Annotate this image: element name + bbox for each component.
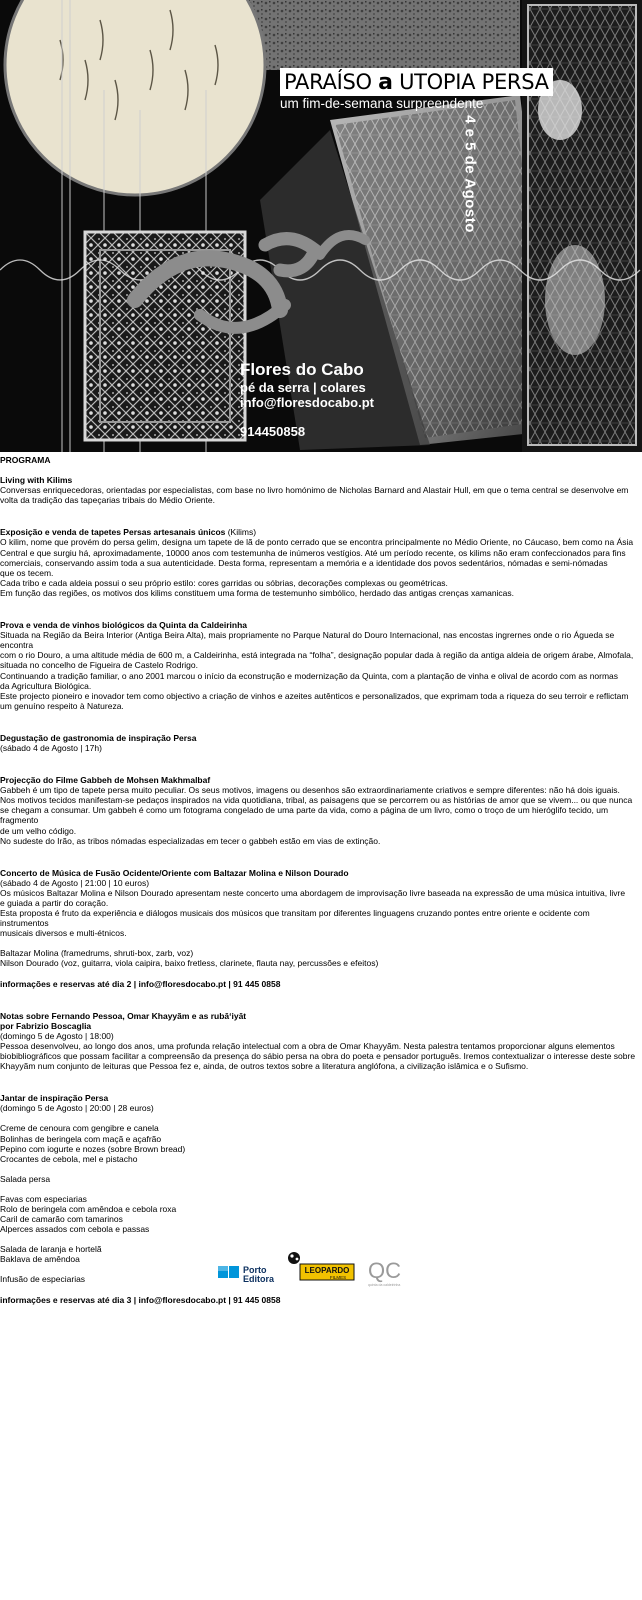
filme-line: Gabbeh é um tipo de tapete persa muito peculiar. Os seus motivos, imagens ou desenhos são extraordinariamente criativos e sempre diferentes: não há dois iguais. [0, 785, 620, 796]
porto-editora-logo [218, 1265, 275, 1284]
kilims-title: Living with Kilims [0, 475, 73, 486]
pessoa-line: Pessoa desenvolveu, ao longo dos anos, uma profunda relação intelectual com a obra de Omar Khayyãm. Nesta palestra tentamos proporcionar alguns elementos [0, 1040, 615, 1051]
vinhos-line: situada no concelho de Figueira de Castelo Rodrigo. [0, 660, 198, 671]
event-poster [0, 0, 642, 452]
filme-line: se chegam a consumar. Um gabbeh é como um fotograma congelado de uma parte da vida, como a página de um livro, como o troço de um hieróglifo tecido, um fragmento [0, 805, 609, 826]
vinhos-line: Este projecto pioneiro e inovador tem como objectivo a criação de vinhos e azeites autênticos e personalizados, que exprimam toda a riqueza do seu terroir e reflictam [0, 690, 629, 701]
sponsor-logos [210, 1248, 410, 1290]
tapetes-line: que os tecem. [0, 567, 54, 578]
tapetes-title [0, 527, 640, 537]
concerto-line: musicais diversos e multi-étnicos. [0, 928, 127, 939]
concerto-musician: Baltazar Molina (framedrums, shruti-box, zarb, voz) [0, 948, 194, 959]
poster-subtitle: um fim-de-semana surpreendente [280, 96, 484, 111]
menu-item: Favas com especiarias [0, 1193, 87, 1204]
qc-mark: QC [368, 1258, 401, 1283]
program-heading: PROGRAMA [0, 455, 51, 465]
title-part-1: PARAÍSO [284, 70, 372, 94]
pessoa-title: Notas sobre Fernando Pessoa, Omar Khayyãm e as rubā‘iyāt [0, 1010, 247, 1021]
menu-item: Pepino com iogurte e nozes (sobre Brown bread) [0, 1143, 186, 1154]
concerto-musician: Nilson Dourado (voz, guitarra, viola caipira, baixo fretless, clarinete, flauta nay, percussões e efeitos) [0, 958, 379, 969]
tapetes-line: Central e que surgiu há, aproximadamente, 10000 anos com testemunha de inúmeros vestígios. Até um período recente, os kilims não eram confeccionados para fins [0, 547, 626, 558]
degustacao-title: Degustação de gastronomia de inspiração Persa [0, 732, 197, 743]
menu-item: Alperces assados com cebola e passas [0, 1224, 150, 1235]
pessoa-when: (domingo 5 de Agosto | 18:00) [0, 1030, 114, 1041]
leopardo-line-1: LEOPARDO [304, 1266, 350, 1275]
concerto-when: (sábado 4 de Agosto | 21:00 | 10 euros) [0, 877, 150, 888]
tapetes-title-bold: Exposição e venda de tapetes Persas artesanais únicos [0, 527, 226, 538]
filme-title: Projecção do Filme Gabbeh de Mohsen Makhmalbaf [0, 775, 211, 786]
porto-editora-line-2: Editora [243, 1274, 275, 1284]
jantar-reservas: informações e reservas até dia 3 | info@floresdocabo.pt | 91 445 0858 [0, 1294, 281, 1305]
jantar-title: Jantar de inspiração Persa [0, 1093, 109, 1104]
leopardo-line-2: FILMES [329, 1275, 347, 1280]
degustacao-when: (sábado 4 de Agosto | 17h) [0, 742, 102, 753]
program-content [0, 455, 640, 1305]
vinhos-title: Prova e venda de vinhos biológicos da Quinta da Caldeirinha [0, 620, 248, 631]
menu-item: Creme de cenoura com gengibre e canela [0, 1123, 159, 1134]
vinhos-line: um genuíno respeito à Natureza. [0, 700, 124, 711]
poster-title [280, 68, 553, 96]
menu-item: Infusão de especiarias [0, 1274, 86, 1285]
poster-email: info@floresdocabo.pt [240, 395, 375, 410]
concerto-title: Concerto de Música de Fusão Ocidente/Oriente com Baltazar Molina e Nilson Dourado [0, 867, 349, 878]
vinhos-line: da Agricultura Biológica. [0, 680, 92, 691]
tapetes-line: O kilim, nome que provém do persa gelim, designa um tapete de lã de ponto cerrado que se encontra principalmente no Médio Oriente, no Cáucaso, bem como na Ásia [0, 537, 634, 548]
pessoa-speaker: por Fabrizio Boscaglia [0, 1020, 92, 1031]
pessoa-line: Khayyãm num conjunto de leituras que Pessoa fez e, ainda, de outros textos sobre a literatura anglófona, a civilização islâmica e o Sufismo. [0, 1061, 529, 1072]
poster-venue: Flores do Cabo [240, 360, 364, 379]
menu-item: Salada persa [0, 1173, 51, 1184]
poster-phone: 914450858 [240, 424, 306, 439]
pessoa-line: biobibliográficos que possam facilitar a compreensão da presença do sábio persa na obra do poeta e pensador português. Iremos contextualizar o interesse deste sobre [0, 1051, 636, 1062]
tapetes-title-normal: (Kilims) [225, 527, 257, 538]
concerto-reservas: informações e reservas até dia 2 | info@floresdocabo.pt | 91 445 0858 [0, 978, 281, 989]
tapetes-line: Em função das regiões, os motivos dos kilims constituem uma forma de testemunho simbólico, herdado das antigas crenças xamanicas. [0, 587, 515, 598]
title-part-2: UTOPIA PERSA [399, 70, 549, 94]
menu-item: Bolinhas de beringela com maçã e açafrão [0, 1133, 162, 1144]
menu-item: Baklava de amêndoa [0, 1254, 80, 1265]
filme-line: de um velho código. [0, 825, 77, 836]
poster-location: pé da serra | colares [240, 380, 366, 395]
tapetes-line: Cada tribo e cada aldeia possui o seu próprio estilo: cores garridas ou sóbrias, decorações complexas ou geométricas. [0, 577, 448, 588]
quinta-caldeirinha-logo [368, 1258, 401, 1287]
vinhos-line: Continuando a tradição familiar, o ano 2001 marcou o início da econstrução e modernização da Quinta, com a plantação de vinha e olival de acordo com as normas [0, 670, 619, 681]
tapetes-line: comerciais, conservando assim toda a sua autenticidade. Desta forma, representam a memória e a identidade dos povos sedentários, nómadas e semi-nómadas [0, 557, 608, 568]
filme-line: No sudeste do Irão, as tribos nómadas especializadas em tecer o gabbeh estão em vias de extinção. [0, 835, 381, 846]
sponsor-logos-art [210, 1248, 410, 1290]
jantar-when: (domingo 5 de Agosto | 20:00 | 28 euros) [0, 1103, 154, 1114]
concerto-line: Os músicos Baltazar Molina e Nilson Dourado apresentam neste concerto uma abordagem de improvisação livre baseada na expressão de uma música intuitiva, livre [0, 887, 626, 898]
poster-dates-text: 4 e 5 de Agosto [461, 115, 479, 233]
qc-subtitle: quinta da caldeirinha [368, 1283, 401, 1287]
concerto-line: Esta proposta é fruto da experiência e diálogos musicais dos músicos que transitam por diferentes linguagens cruzando pontes entre oriente e ocidente com instrumentos [0, 908, 590, 929]
kilims-text: Conversas enriquecedoras, orientadas por especialistas, com base no livro homónimo de Nicholas Barnard and Alastair Hull, em que o tema central se desenvolve em volta da tradição das tapeçarias tribais do Médio Oriente. [0, 485, 629, 506]
menu-item: Caril de camarão com tamarinos [0, 1214, 123, 1225]
poster-dates [460, 114, 480, 234]
menu-item: Crocantes de cebola, mel e pistacho [0, 1153, 138, 1164]
leopardo-filmes-logo [288, 1252, 354, 1280]
porto-editora-line-1: Porto [243, 1265, 267, 1275]
vinhos-line: com o rio Douro, a uma altitude média de 600 m, a Caldeirinha, está integrada na “folha”, designação popular dada à região da antiga aldeia de origem árabe, Almofala, [0, 650, 634, 661]
menu-item: Rolo de beringela com amêndoa e cebola roxa [0, 1203, 177, 1214]
filme-line: Nos motivos tecidos manifestam-se pedaços inspirados na vida quotidiana, tribal, as paisagens que se percorrem ou as histórias de amor que se vivem... ou que nunca [0, 795, 633, 806]
menu-item: Salada de laranja e hortelã [0, 1244, 102, 1255]
concerto-line: e guiada a partir do coração. [0, 898, 109, 908]
vinhos-line: Situada na Região da Beira Interior (Antiga Beira Alta), mais propriamente no Parque Natural do Douro Internacional, nas encostas ingrernes onde o rio Águeda se encontra [0, 630, 615, 651]
title-connector: a [378, 70, 393, 95]
